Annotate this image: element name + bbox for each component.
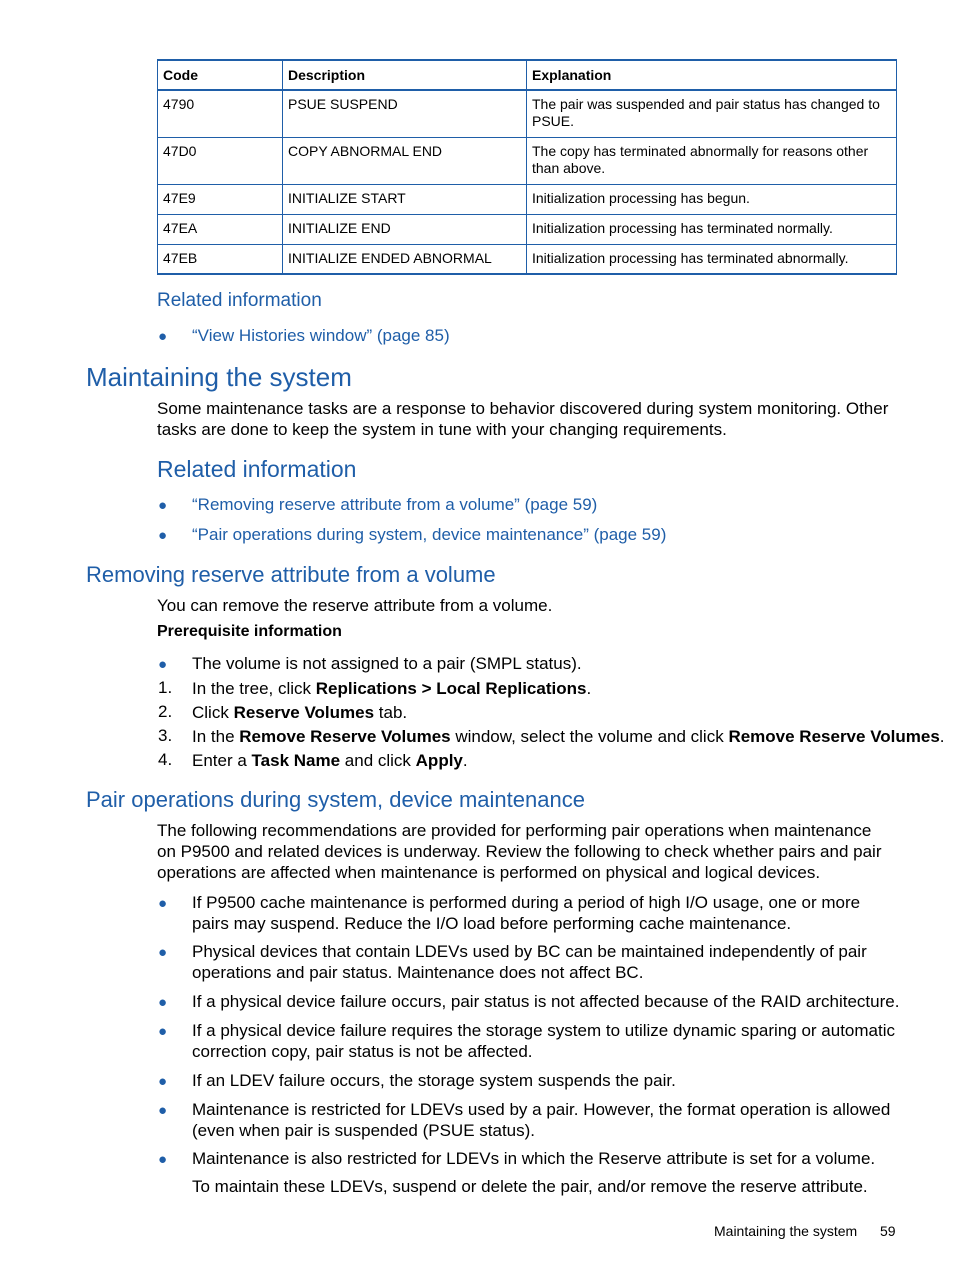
step-text: Click bbox=[192, 703, 234, 722]
pair-intro bbox=[157, 820, 882, 883]
cell-description: INITIALIZE END bbox=[283, 214, 527, 244]
pair-bullet-raid bbox=[192, 991, 899, 1012]
step-text: In the tree, click bbox=[192, 679, 316, 698]
removing-intro: You can remove the reserve attribute from a volume. bbox=[157, 596, 553, 615]
link-pair-operations[interactable]: “Pair operations during system, device maintenance” (page 59) bbox=[192, 525, 667, 544]
step-ui-path: Replications > Local Replications bbox=[315, 679, 587, 698]
step-text: . bbox=[586, 679, 592, 698]
bullet-icon: ● bbox=[158, 994, 168, 1011]
prereq-bullet: The volume is not assigned to a pair (SMPL status). bbox=[192, 654, 582, 673]
bullet-icon: ● bbox=[158, 944, 168, 961]
bullet-line: correction copy, pair status is not be affected. bbox=[192, 1042, 533, 1061]
table-row bbox=[158, 184, 897, 214]
table-row bbox=[158, 244, 897, 274]
cell-description: COPY ABNORMAL END bbox=[283, 137, 527, 184]
related-info-heading: Related information bbox=[157, 456, 357, 482]
link-removing-reserve[interactable]: “Removing reserve attribute from a volume” (page 59) bbox=[192, 495, 598, 514]
bullet-line: If an LDEV failure occurs, the storage system suspends the pair. bbox=[192, 1071, 676, 1090]
step-ui-tab: Reserve Volumes bbox=[233, 703, 375, 722]
pair-bullet-format bbox=[192, 1099, 890, 1141]
section-title-removing: Removing reserve attribute from a volume bbox=[86, 562, 496, 587]
bullet-line: Maintenance is also restricted for LDEVs in which the Reserve attribute is set for a volume. bbox=[192, 1149, 876, 1168]
cell-code: 47EA bbox=[158, 214, 283, 244]
bullet-line: If a physical device failure requires the storage system to utilize dynamic sparing or automatic bbox=[192, 1021, 895, 1040]
step-3 bbox=[192, 726, 945, 747]
step-text: Enter a bbox=[192, 751, 252, 770]
step-text: In the bbox=[192, 727, 240, 746]
table-row bbox=[158, 214, 897, 244]
prereq-heading: Prerequisite information bbox=[157, 623, 342, 640]
step-text: and click bbox=[340, 751, 416, 770]
pair-bullet-physical-devices bbox=[192, 941, 867, 983]
step-ui-button: Remove Reserve Volumes bbox=[728, 727, 940, 746]
bullet-icon: ● bbox=[158, 1073, 168, 1090]
bullet-line: Maintenance is restricted for LDEVs used by a pair. However, the format operation is allowed bbox=[192, 1100, 891, 1119]
pair-bullet-cache bbox=[192, 892, 860, 934]
step-4 bbox=[192, 750, 468, 771]
cell-description: INITIALIZE ENDED ABNORMAL bbox=[283, 244, 527, 274]
bullet-icon: ● bbox=[158, 895, 168, 912]
step-number: 1. bbox=[158, 678, 173, 697]
step-number: 2. bbox=[158, 702, 173, 721]
bullet-icon: ● bbox=[158, 1023, 168, 1040]
table-row bbox=[158, 137, 897, 184]
step-1 bbox=[192, 678, 591, 699]
cell-code: 4790 bbox=[158, 90, 283, 137]
cell-description: PSUE SUSPEND bbox=[283, 90, 527, 137]
step-text: . bbox=[939, 727, 945, 746]
step-number: 4. bbox=[158, 750, 173, 769]
step-text: window, select the volume and click bbox=[450, 727, 729, 746]
footer-section-label: Maintaining the system bbox=[714, 1223, 858, 1239]
event-code-table bbox=[157, 59, 897, 275]
bullet-line: If a physical device failure occurs, pair status is not affected because of the RAID architecture. bbox=[192, 992, 900, 1011]
col-header-description: Description bbox=[283, 60, 527, 90]
cell-explanation: The pair was suspended and pair status has changed to PSUE. bbox=[527, 90, 897, 137]
pair-bullet-sparing bbox=[192, 1020, 895, 1062]
cell-code: 47EB bbox=[158, 244, 283, 274]
page-number: 59 bbox=[880, 1223, 896, 1239]
bullet-icon: ● bbox=[158, 1102, 168, 1119]
cell-explanation: Initialization processing has terminated abnormally. bbox=[527, 244, 897, 274]
bullet-line: operations and pair status. Maintenance does not affect BC. bbox=[192, 963, 644, 982]
step-text: tab. bbox=[374, 703, 408, 722]
pair-bullet-reserve bbox=[192, 1148, 875, 1169]
bullet-line: pairs may suspend. Reduce the I/O load before performing cache maintenance. bbox=[192, 914, 792, 933]
section-title-maintaining: Maintaining the system bbox=[86, 362, 352, 392]
step-ui-field: Task Name bbox=[251, 751, 341, 770]
bullet-line: Physical devices that contain LDEVs used by BC can be maintained independently of pair bbox=[192, 942, 867, 961]
bullet-icon: ● bbox=[158, 527, 168, 544]
pair-bullet-ldev-failure bbox=[192, 1070, 676, 1091]
related-info-heading: Related information bbox=[157, 290, 322, 311]
step-2 bbox=[192, 702, 407, 723]
step-ui-window: Remove Reserve Volumes bbox=[239, 727, 451, 746]
bullet-line: (even when pair is suspended (PSUE status). bbox=[192, 1121, 536, 1140]
pair-intro-line: on P9500 and related devices is underway. Review the following to check whether pairs and pair bbox=[157, 842, 882, 861]
cell-description: INITIALIZE START bbox=[283, 184, 527, 214]
cell-explanation: The copy has terminated abnormally for reasons other than above. bbox=[527, 137, 897, 184]
col-header-code: Code bbox=[158, 60, 283, 90]
step-ui-button: Apply bbox=[415, 751, 463, 770]
col-header-explanation: Explanation bbox=[527, 60, 897, 90]
cell-explanation: Initialization processing has terminated normally. bbox=[527, 214, 897, 244]
pair-closing-note: To maintain these LDEVs, suspend or delete the pair, and/or remove the reserve attribute. bbox=[192, 1177, 868, 1196]
step-number: 3. bbox=[158, 726, 173, 745]
cell-code: 47D0 bbox=[158, 137, 283, 184]
link-view-histories[interactable]: “View Histories window” (page 85) bbox=[192, 326, 450, 345]
pair-intro-line: operations are affected when maintenance is performed on physical and logical devices. bbox=[157, 863, 821, 882]
pair-intro-line: The following recommendations are provided for performing pair operations when maintenance bbox=[157, 821, 872, 840]
maintaining-intro: Some maintenance tasks are a response to behavior discovered during system monitoring. Other tasks are done to keep the system in tune with your changing requirements. bbox=[157, 399, 889, 439]
step-text: . bbox=[462, 751, 468, 770]
section-title-pair-operations: Pair operations during system, device maintenance bbox=[86, 787, 585, 812]
bullet-icon: ● bbox=[158, 497, 168, 514]
bullet-icon: ● bbox=[158, 328, 168, 345]
cell-code: 47E9 bbox=[158, 184, 283, 214]
bullet-line: If P9500 cache maintenance is performed during a period of high I/O usage, one or more bbox=[192, 893, 861, 912]
cell-explanation: Initialization processing has begun. bbox=[527, 184, 897, 214]
bullet-icon: ● bbox=[158, 1151, 168, 1168]
table-row bbox=[158, 90, 897, 137]
table-header-row bbox=[158, 60, 897, 90]
bullet-icon: ● bbox=[158, 656, 168, 673]
